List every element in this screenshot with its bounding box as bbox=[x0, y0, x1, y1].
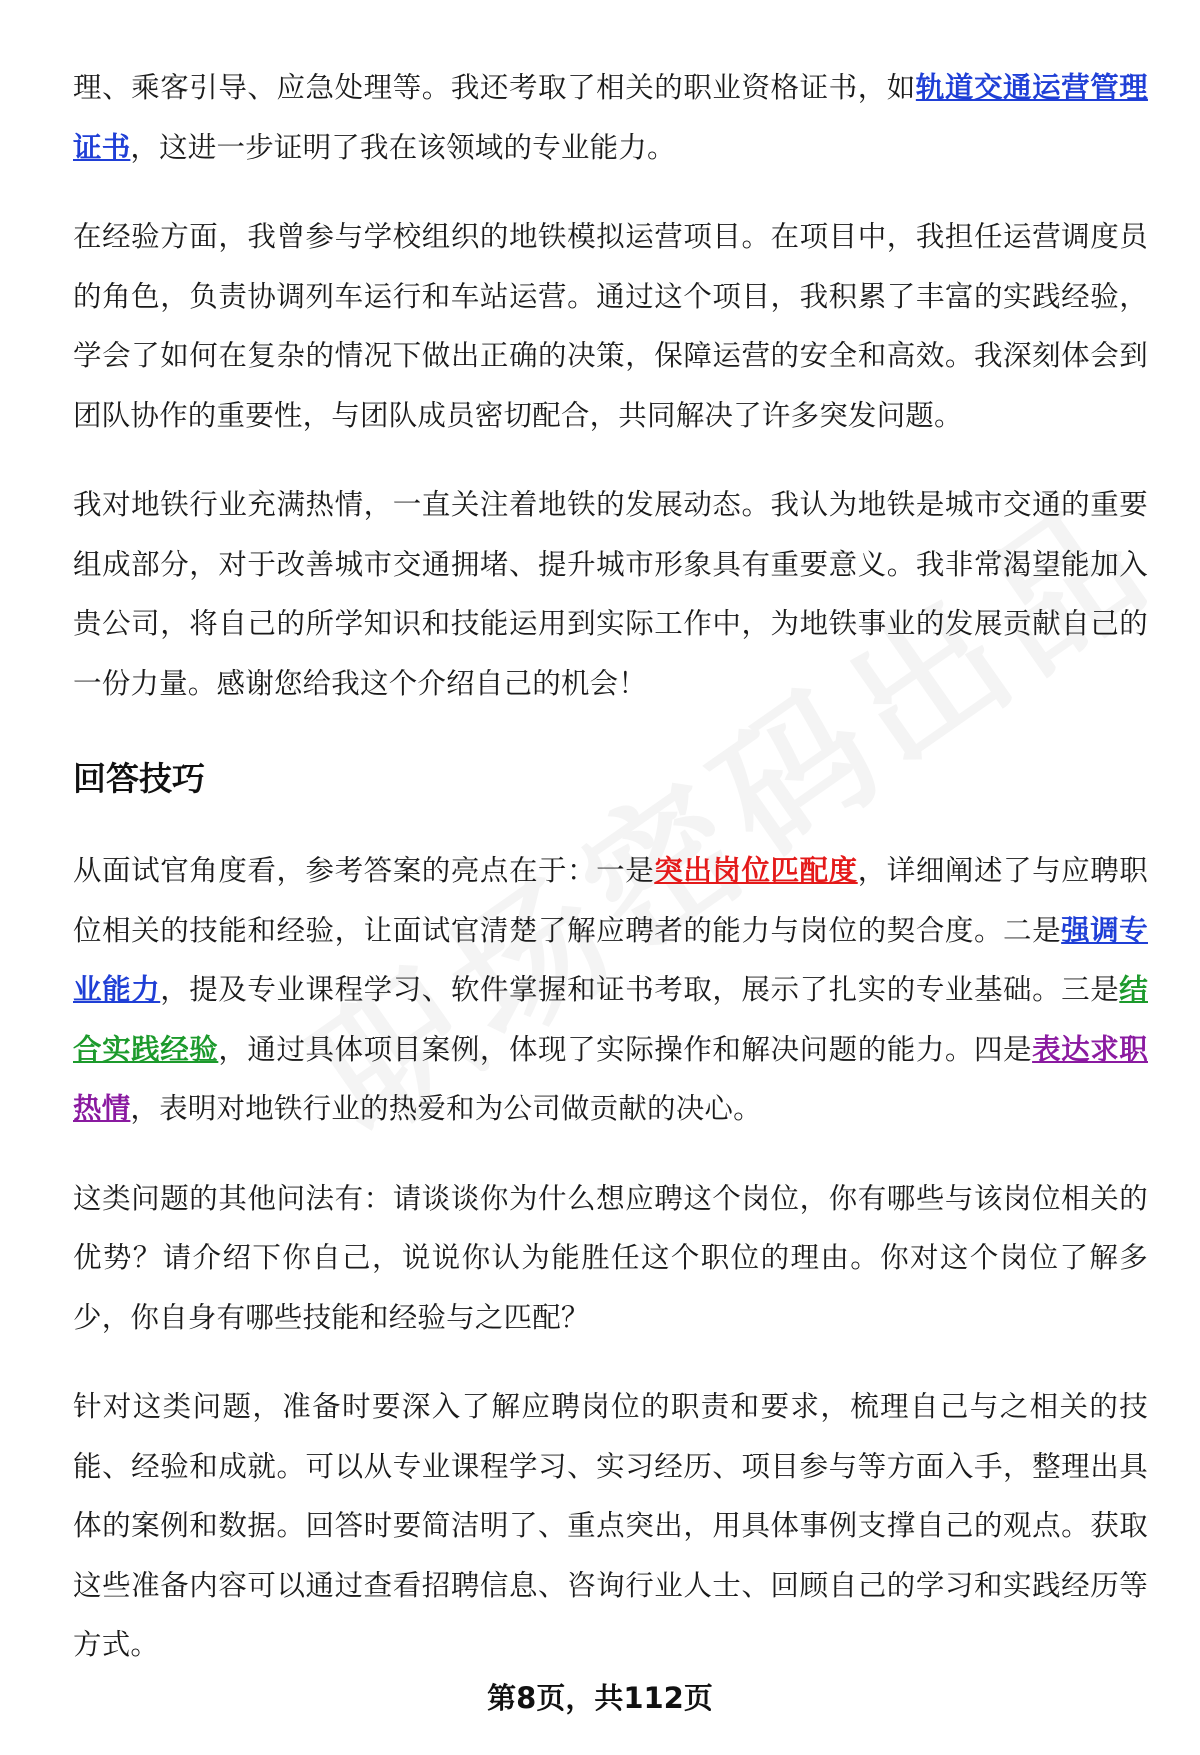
paragraph-other-questions: 这类问题的其他问法有：请谈谈你为什么想应聘这个岗位，你有哪些与该岗位相关的优势？请介绍下你自己，说说你认为能胜任这个职位的理由。你对这个岗位了解多少，你自身有哪些技能和经验与之匹配？ bbox=[73, 1181, 1148, 1334]
document-body bbox=[73, 58, 1148, 1705]
highlight-passion: 表达求职热情 bbox=[73, 1032, 1148, 1125]
page-number: 第8页，共112页 bbox=[487, 1681, 713, 1715]
highlight-practice: 结合实践经验 bbox=[73, 973, 1148, 1066]
certificate-link[interactable]: 轨道交通运营管理证书 bbox=[73, 71, 1148, 164]
section-heading: 回答技巧 bbox=[73, 759, 205, 798]
paragraph-experience: 在经验方面，我曾参与学校组织的地铁模拟运营项目。在项目中，我担任运营调度员的角色，负责协调列车运行和车站运营。通过这个项目，我积累了丰富的实践经验，学会了如何在复杂的情况下做出正确的决策，保障运营的安全和高效。我深刻体会到团队协作的重要性，与团队成员密切配合，共同解决了许多突发问题。 bbox=[73, 220, 1148, 432]
highlight-skill: 强调专业能力 bbox=[73, 913, 1148, 1006]
paragraph-tips: 从面试官角度看，参考答案的亮点在于：一是突出岗位匹配度，详细阐述了与应聘职位相关的技能和经验，让面试官清楚了解应聘者的能力与岗位的契合度。二是强调专业能力，提及专业课程学习、软件掌握和证书考取，展示了扎实的专业基础。三是结合实践经验，通过具体项目案例，体现了实际操作和解决问题的能力。四是表达求职热情，表明对地铁行业的热爱和为公司做贡献的决心。 bbox=[73, 854, 1148, 1125]
paragraph-preparation: 针对这类问题，准备时要深入了解应聘岗位的职责和要求，梳理自己与之相关的技能、经验和成就。可以从专业课程学习、实习经历、项目参与等方面入手，整理出具体的案例和数据。回答时要简洁明了、重点突出，用具体事例支撑自己的观点。获取这些准备内容可以通过查看招聘信息、咨询行业人士、回顾自己的学习和实践经历等方式。 bbox=[73, 1390, 1148, 1661]
paragraph-passion: 我对地铁行业充满热情，一直关注着地铁的发展动态。我认为地铁是城市交通的重要组成部分，对于改善城市交通拥堵、提升城市形象具有重要意义。我非常渴望能加入贵公司，将自己的所学知识和技能运用到实际工作中，为地铁事业的发展贡献自己的一份力量。感谢您给我这个介绍自己的机会！ bbox=[73, 488, 1148, 700]
paragraph-certificate: 理、乘客引导、应急处理等。我还考取了相关的职业资格证书，如轨道交通运营管理证书，这进一步证明了我在该领域的专业能力。 bbox=[73, 71, 1148, 164]
highlight-match: 突出岗位匹配度 bbox=[654, 854, 858, 887]
